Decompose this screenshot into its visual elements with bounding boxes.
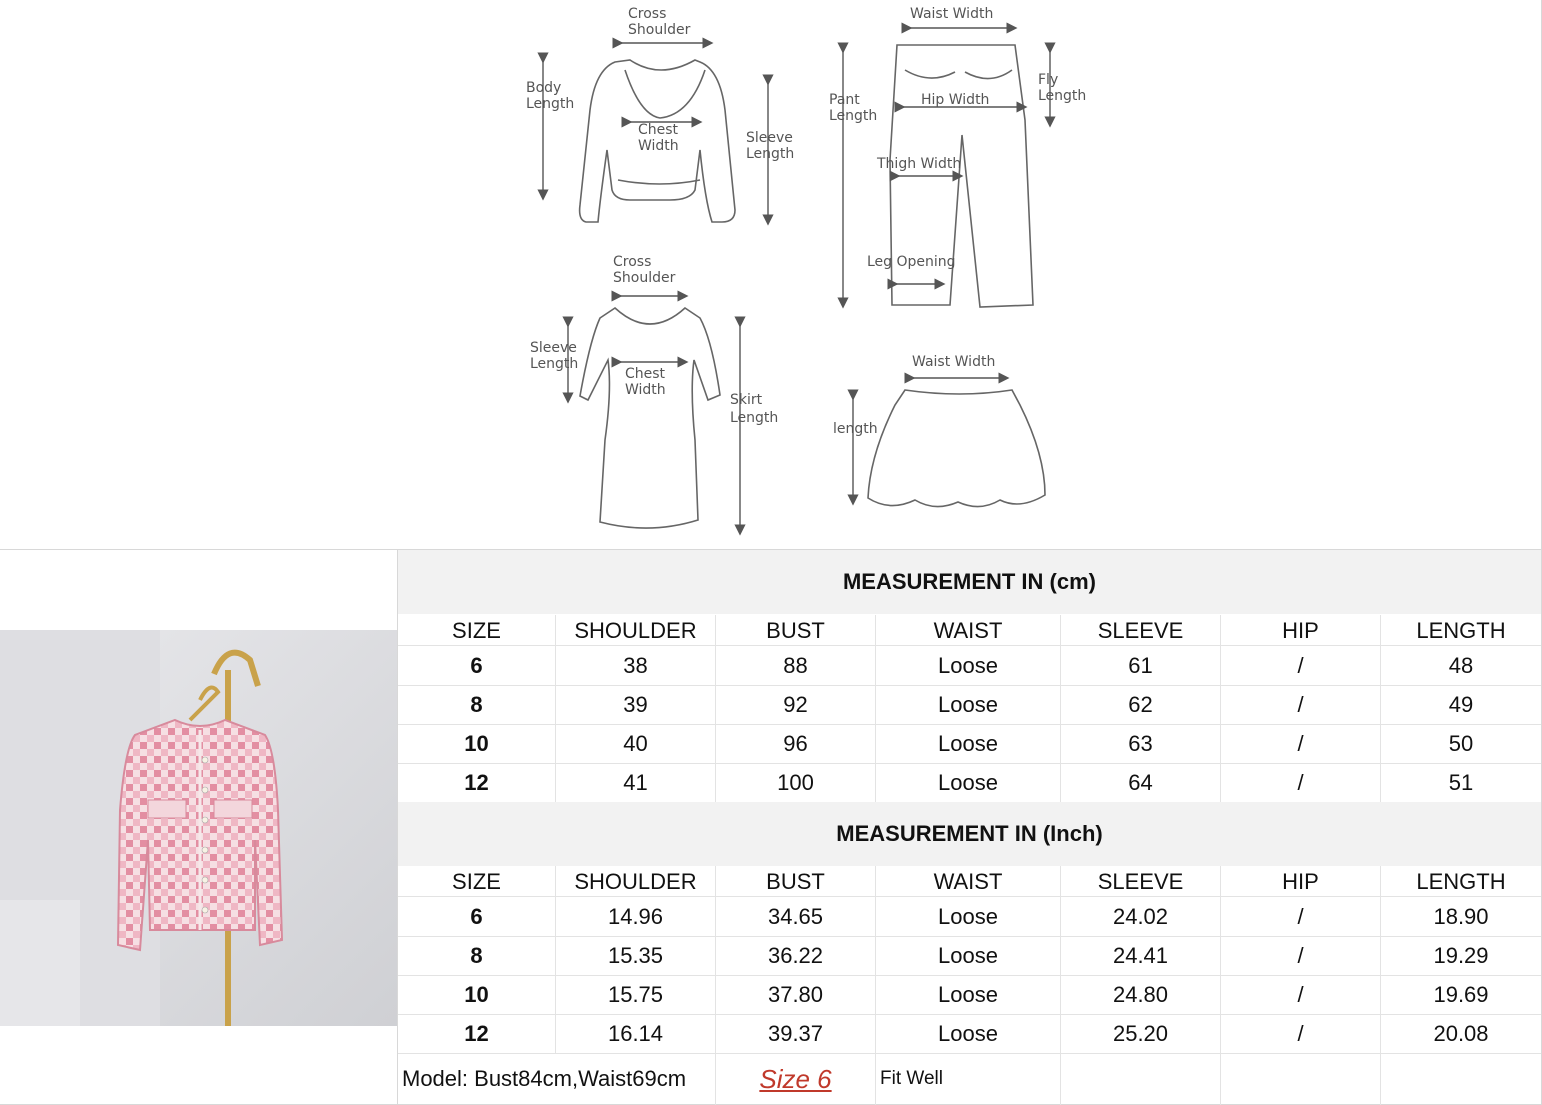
- label-skirt-length-short: length: [833, 421, 878, 437]
- label-cross-shoulder-1: Cross: [628, 6, 667, 22]
- label-dress-sleeve-length-2: Length: [530, 356, 579, 372]
- cell-size: 12: [398, 1014, 556, 1053]
- empty-cell: [1221, 1053, 1381, 1105]
- empty-cell: [1061, 1053, 1221, 1105]
- label-skirt-length-1: Skirt: [730, 392, 763, 408]
- label-waist-width: Waist Width: [910, 6, 994, 22]
- cell-shoulder: 15.75: [556, 975, 716, 1014]
- cell-length: 50: [1448, 731, 1474, 756]
- cell-waist: Loose: [876, 685, 1061, 724]
- header-shoulder: SHOULDER: [556, 866, 716, 896]
- cell-hip: /: [1221, 685, 1381, 724]
- cell-bust: 39.37: [716, 1014, 876, 1053]
- cell-hip: /: [1221, 897, 1381, 936]
- header-waist: WAIST: [876, 615, 1061, 645]
- label-chest-width-1: Chest: [638, 122, 679, 138]
- label-body-length-2: Length: [526, 96, 575, 112]
- product-photo: [0, 630, 397, 1026]
- cell-sleeve: 24.41: [1061, 936, 1221, 975]
- label-chest-width-2: Width: [638, 138, 679, 154]
- header-bust: BUST: [716, 866, 876, 896]
- cell-shoulder: 39: [556, 685, 716, 724]
- cell-size: 6: [398, 646, 556, 685]
- table-row: [398, 1014, 1541, 1054]
- header-bust: BUST: [716, 615, 876, 645]
- cm-table-title: MEASUREMENT IN (cm): [398, 550, 1541, 614]
- cell-waist: Loose: [876, 975, 1061, 1014]
- label-sleeve-length-2: Length: [746, 146, 795, 162]
- cell-length: 48: [1448, 653, 1474, 678]
- table-row: [398, 724, 1541, 764]
- table-row: [398, 763, 1541, 803]
- cell-shoulder: 15.35: [556, 936, 716, 975]
- cell-length: 20.08: [1433, 1021, 1489, 1046]
- cell-size: 8: [398, 936, 556, 975]
- label-dress-sleeve-length-1: Sleeve: [530, 340, 577, 356]
- label-hip-width: Hip Width: [921, 92, 990, 108]
- cell-hip: /: [1221, 936, 1381, 975]
- label-cross-shoulder-2: Shoulder: [628, 22, 691, 38]
- cell-waist: Loose: [876, 763, 1061, 802]
- header-hip: HIP: [1221, 866, 1381, 896]
- model-measurements: Model: Bust84cm,Waist69cm: [398, 1053, 716, 1105]
- cell-bust: 96: [716, 724, 876, 763]
- cell-sleeve: 24.02: [1061, 897, 1221, 936]
- cell-shoulder: 14.96: [556, 897, 716, 936]
- table-row: [398, 897, 1541, 937]
- cell-length: 51: [1448, 770, 1474, 795]
- cell-bust: 92: [716, 685, 876, 724]
- cell-size: 10: [398, 724, 556, 763]
- table-row: [398, 646, 1541, 686]
- header-waist: WAIST: [876, 866, 1061, 896]
- cell-sleeve: 61: [1061, 646, 1221, 685]
- measurement-diagram: [0, 0, 1542, 549]
- label-thigh-width: Thigh Width: [877, 156, 962, 172]
- cell-size: 8: [398, 685, 556, 724]
- header-length: LENGTH: [1416, 618, 1506, 643]
- header-hip: HIP: [1221, 615, 1381, 645]
- cell-waist: Loose: [876, 724, 1061, 763]
- cm-header-row: [398, 615, 1541, 646]
- inch-table-title: MEASUREMENT IN (Inch): [398, 802, 1541, 866]
- dress-sketch: [580, 308, 720, 528]
- cell-size: 12: [398, 763, 556, 802]
- cell-sleeve: 64: [1061, 763, 1221, 802]
- cell-length: 49: [1448, 692, 1474, 717]
- cell-sleeve: 25.20: [1061, 1014, 1221, 1053]
- cell-waist: Loose: [876, 897, 1061, 936]
- table-row: [398, 975, 1541, 1015]
- label-fly-length-2: Length: [1038, 88, 1087, 104]
- cell-length: 19.29: [1433, 943, 1489, 968]
- skirt-sketch: [868, 390, 1045, 507]
- header-size: SIZE: [398, 866, 556, 896]
- header-sleeve: SLEEVE: [1061, 866, 1221, 896]
- cell-length: 18.90: [1433, 904, 1489, 929]
- cell-shoulder: 16.14: [556, 1014, 716, 1053]
- header-shoulder: SHOULDER: [556, 615, 716, 645]
- cell-hip: /: [1221, 1014, 1381, 1053]
- garment-sketches: [0, 0, 1542, 549]
- label-sleeve-length-1: Sleeve: [746, 130, 793, 146]
- cell-sleeve: 24.80: [1061, 975, 1221, 1014]
- cell-sleeve: 62: [1061, 685, 1221, 724]
- model-size: Size 6: [716, 1053, 876, 1105]
- cell-shoulder: 38: [556, 646, 716, 685]
- label-dress-chest-width-1: Chest: [625, 366, 666, 382]
- cell-waist: Loose: [876, 646, 1061, 685]
- cell-shoulder: 41: [556, 763, 716, 802]
- cell-hip: /: [1221, 646, 1381, 685]
- cell-waist: Loose: [876, 1014, 1061, 1053]
- cell-hip: /: [1221, 724, 1381, 763]
- cell-hip: /: [1221, 763, 1381, 802]
- label-dress-chest-width-2: Width: [625, 382, 666, 398]
- table-row: [398, 936, 1541, 976]
- label-leg-opening: Leg Opening: [867, 254, 956, 270]
- header-size: SIZE: [398, 615, 556, 645]
- label-dress-cross-shoulder-2: Shoulder: [613, 270, 676, 286]
- cell-bust: 34.65: [716, 897, 876, 936]
- cell-size: 6: [398, 897, 556, 936]
- header-length: LENGTH: [1416, 869, 1506, 894]
- cell-waist: Loose: [876, 936, 1061, 975]
- cell-bust: 100: [716, 763, 876, 802]
- cell-length: 19.69: [1433, 982, 1489, 1007]
- label-fly-length-1: Fly: [1038, 72, 1059, 88]
- header-sleeve: SLEEVE: [1061, 615, 1221, 645]
- label-pant-length-1: Pant: [829, 92, 860, 108]
- cell-bust: 36.22: [716, 936, 876, 975]
- cell-sleeve: 63: [1061, 724, 1221, 763]
- label-pant-length-2: Length: [829, 108, 878, 124]
- cell-bust: 88: [716, 646, 876, 685]
- label-dress-cross-shoulder-1: Cross: [613, 254, 652, 270]
- label-skirt-length-2: Length: [730, 410, 779, 426]
- empty-cell: [1381, 1053, 1541, 1105]
- inch-header-row: [398, 866, 1541, 897]
- label-skirt-waist-width: Waist Width: [912, 354, 996, 370]
- cell-shoulder: 40: [556, 724, 716, 763]
- fit-note: Fit Well: [876, 1053, 1061, 1105]
- pink-tweed-jacket-image: [0, 630, 397, 1026]
- cell-size: 10: [398, 975, 556, 1014]
- model-info-row: [398, 1053, 1541, 1105]
- table-row: [398, 685, 1541, 725]
- cell-bust: 37.80: [716, 975, 876, 1014]
- cell-hip: /: [1221, 975, 1381, 1014]
- label-body-length-1: Body: [526, 80, 562, 96]
